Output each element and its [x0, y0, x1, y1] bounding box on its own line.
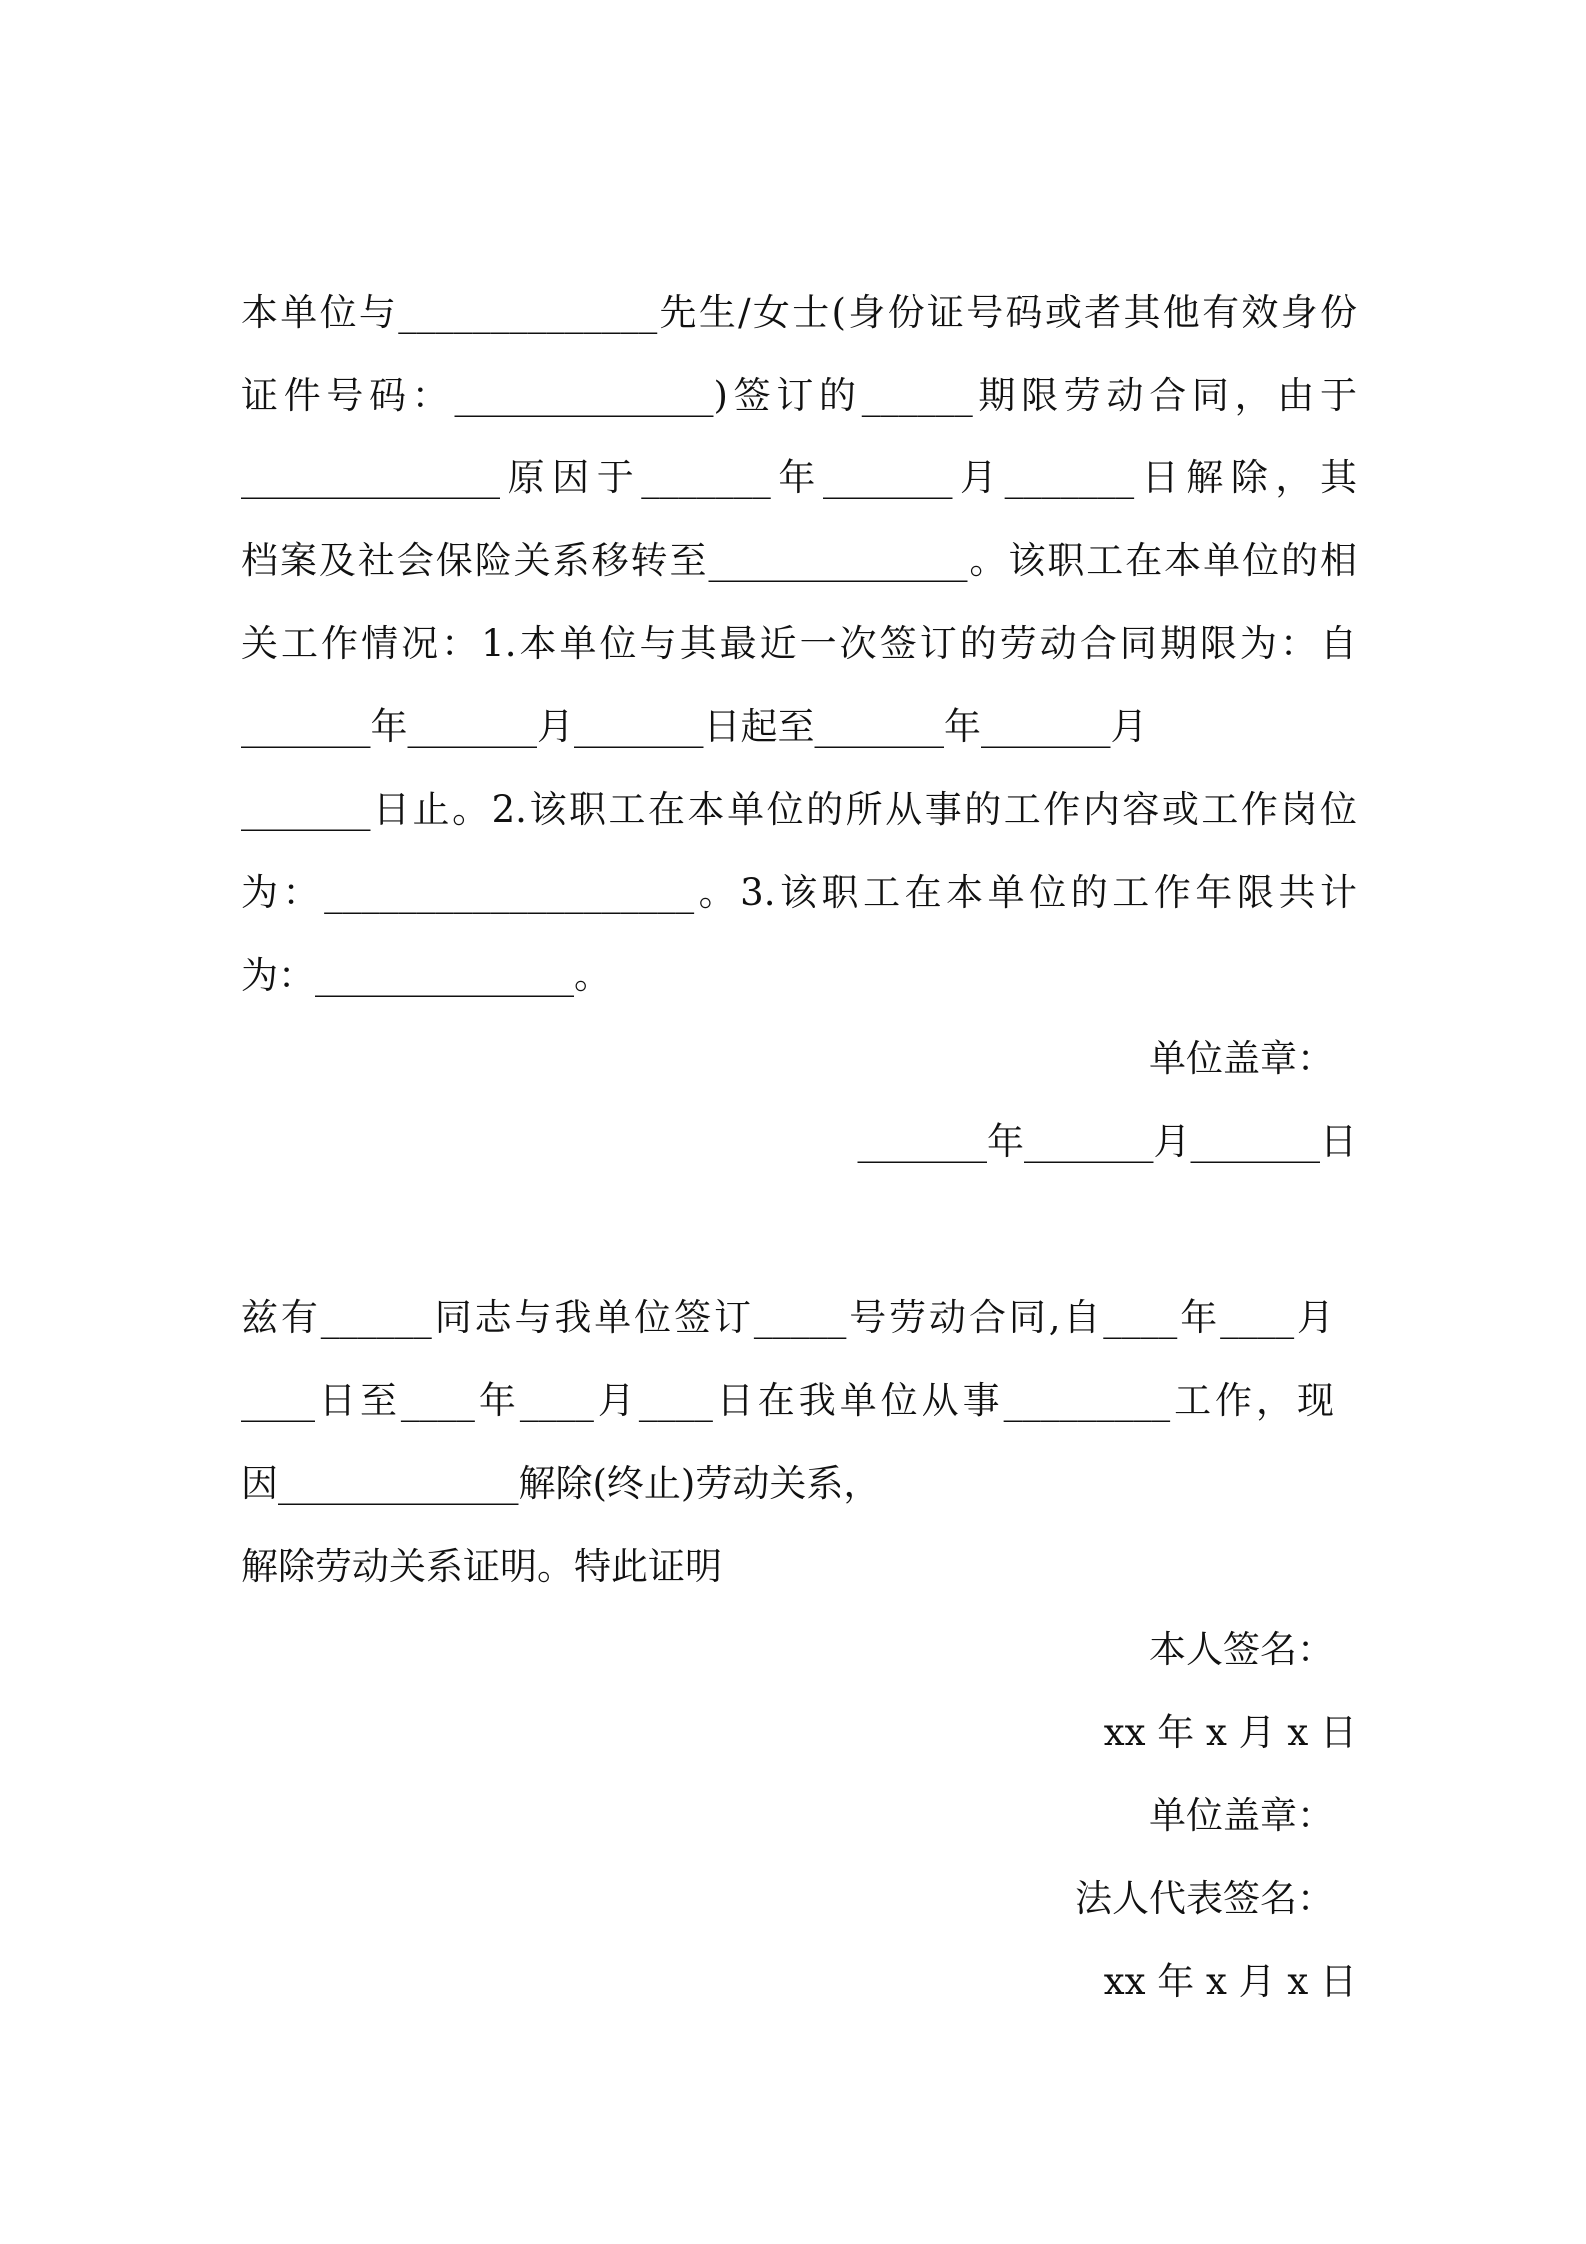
section2-date-2: xx 年 x 月 x 日 — [1103, 1960, 1357, 2003]
section1-seal-label: 单位盖章： — [1149, 1037, 1334, 1080]
section2-line-2: ____日至____年____月____日在我单位从事_________工作，现 — [241, 1379, 1334, 1422]
section1-line-7: _______日止。2.该职工在本单位的所从事的工作内容或工作岗位 — [241, 788, 1357, 831]
section2-line-1: 兹有______同志与我单位签订_____号劳动合同,自____年____月 — [241, 1296, 1334, 1339]
section1-line-9: 为：______________。 — [241, 954, 611, 997]
section1-line-3: ______________原因于_______年_______月_______日解除，其 — [241, 456, 1357, 499]
section1-line-5: 关工作情况：1.本单位与其最近一次签订的劳动合同期限为：自 — [241, 622, 1357, 665]
section2-line-3: 因_____________解除(终止)劳动关系， — [241, 1462, 881, 1505]
section1-date-line: _______年_______月_______日 — [857, 1120, 1357, 1163]
section2-legal-rep-label: 法人代表签名： — [1075, 1877, 1334, 1920]
section1-line-4: 档案及社会保险关系移转至______________。该职工在本单位的相 — [241, 539, 1357, 582]
section2-seal-label: 单位盖章： — [1149, 1794, 1334, 1837]
section1-line-6: _______年_______月_______日起至_______年_______月 — [241, 705, 1148, 748]
section2-date-1: xx 年 x 月 x 日 — [1103, 1711, 1357, 1754]
section1-line-8: 为：____________________。3.该职工在本单位的工作年限共计 — [241, 871, 1357, 914]
section2-signature-label: 本人签名： — [1149, 1628, 1334, 1671]
section2-line-4: 解除劳动关系证明。特此证明 — [241, 1545, 722, 1588]
section1-line-2: 证件号码：______________)签订的______期限劳动合同，由于 — [241, 374, 1357, 417]
section1-line-1: 本单位与______________先生/女士(身份证号码或者其他有效身份 — [241, 291, 1357, 334]
